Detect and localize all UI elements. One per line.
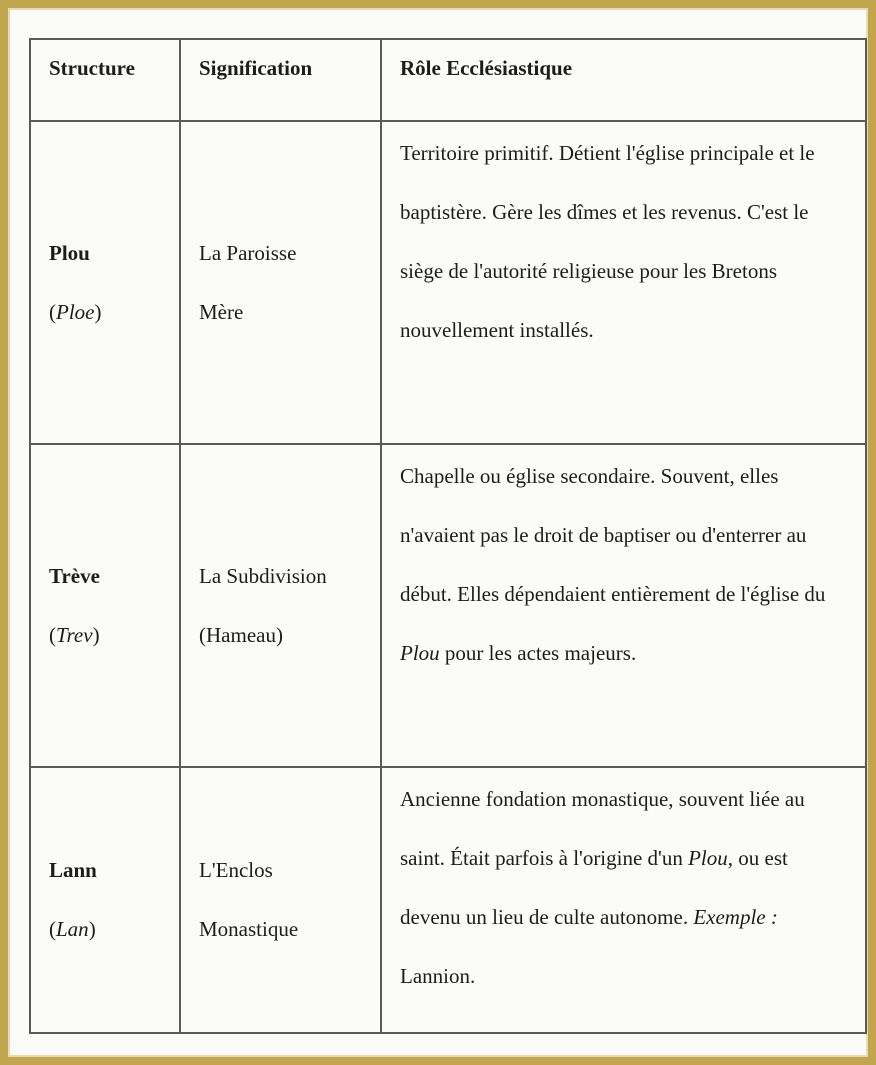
structure-name: Lann: [49, 858, 97, 882]
header-structure: Structure: [30, 39, 180, 121]
header-role: Rôle Ecclésiastique: [381, 39, 866, 121]
signification-line2: Mère: [199, 299, 244, 324]
table-row: [30, 444, 866, 767]
role-text-part1: Chapelle ou église secondaire. Souvent, elles n'avaient pas le droit de baptiser ou d'enterrer au début. Elles dépendaient entièrement de l'église du: [400, 464, 826, 606]
role-text-italic: Plou: [400, 641, 440, 665]
signification-line1: L'Enclos: [199, 858, 273, 882]
signification-line2: Monastique: [199, 917, 299, 941]
role-text-part2: pour les actes majeurs.: [439, 641, 637, 665]
signification-line2: (Hameau): [199, 622, 283, 647]
role-text-part2: , ou est devenu un lieu de culte autonome.: [400, 846, 788, 929]
role-text-part3: Lannion.: [400, 964, 476, 988]
structure-alt-italic: Lan: [56, 917, 89, 941]
signification-cell: [180, 444, 381, 767]
table-header-row: [30, 39, 866, 121]
role-cell: [381, 121, 866, 444]
structure-cell: [30, 121, 180, 444]
structure-cell: [30, 767, 180, 1033]
structure-alt-italic: Trev: [56, 622, 93, 647]
signification-cell: [180, 121, 381, 444]
structure-alt-form: (Trev): [49, 622, 100, 647]
role-text-italic: Plou: [688, 846, 728, 870]
ecclesiastical-structure-table: [29, 38, 867, 1034]
structure-name: Plou: [49, 240, 90, 265]
role-cell: [381, 767, 866, 1033]
role-cell: [381, 444, 866, 767]
table-row: [30, 121, 866, 444]
table-row: [30, 767, 866, 1033]
structure-alt-form: (Ploe): [49, 299, 102, 324]
structure-alt-form: (Lan): [49, 917, 96, 941]
role-text: Territoire primitif. Détient l'église principale et le baptistère. Gère les dîmes et les revenus. C'est le siège de l'autorité religieuse pour les Bretons nouvellement installés.: [400, 141, 815, 342]
signification-line1: La Subdivision: [199, 563, 327, 588]
structure-alt-italic: Ploe: [56, 299, 95, 324]
structure-name: Trève: [49, 563, 100, 588]
role-text-italic-example: Exemple :: [693, 905, 778, 929]
signification-line1: La Paroisse: [199, 240, 297, 265]
role-text-part1: Ancienne fondation monastique, souvent liée au saint. Était parfois à l'origine d'un: [400, 787, 805, 870]
structure-cell: [30, 444, 180, 767]
header-signification: Signification: [180, 39, 381, 121]
signification-cell: [180, 767, 381, 1033]
